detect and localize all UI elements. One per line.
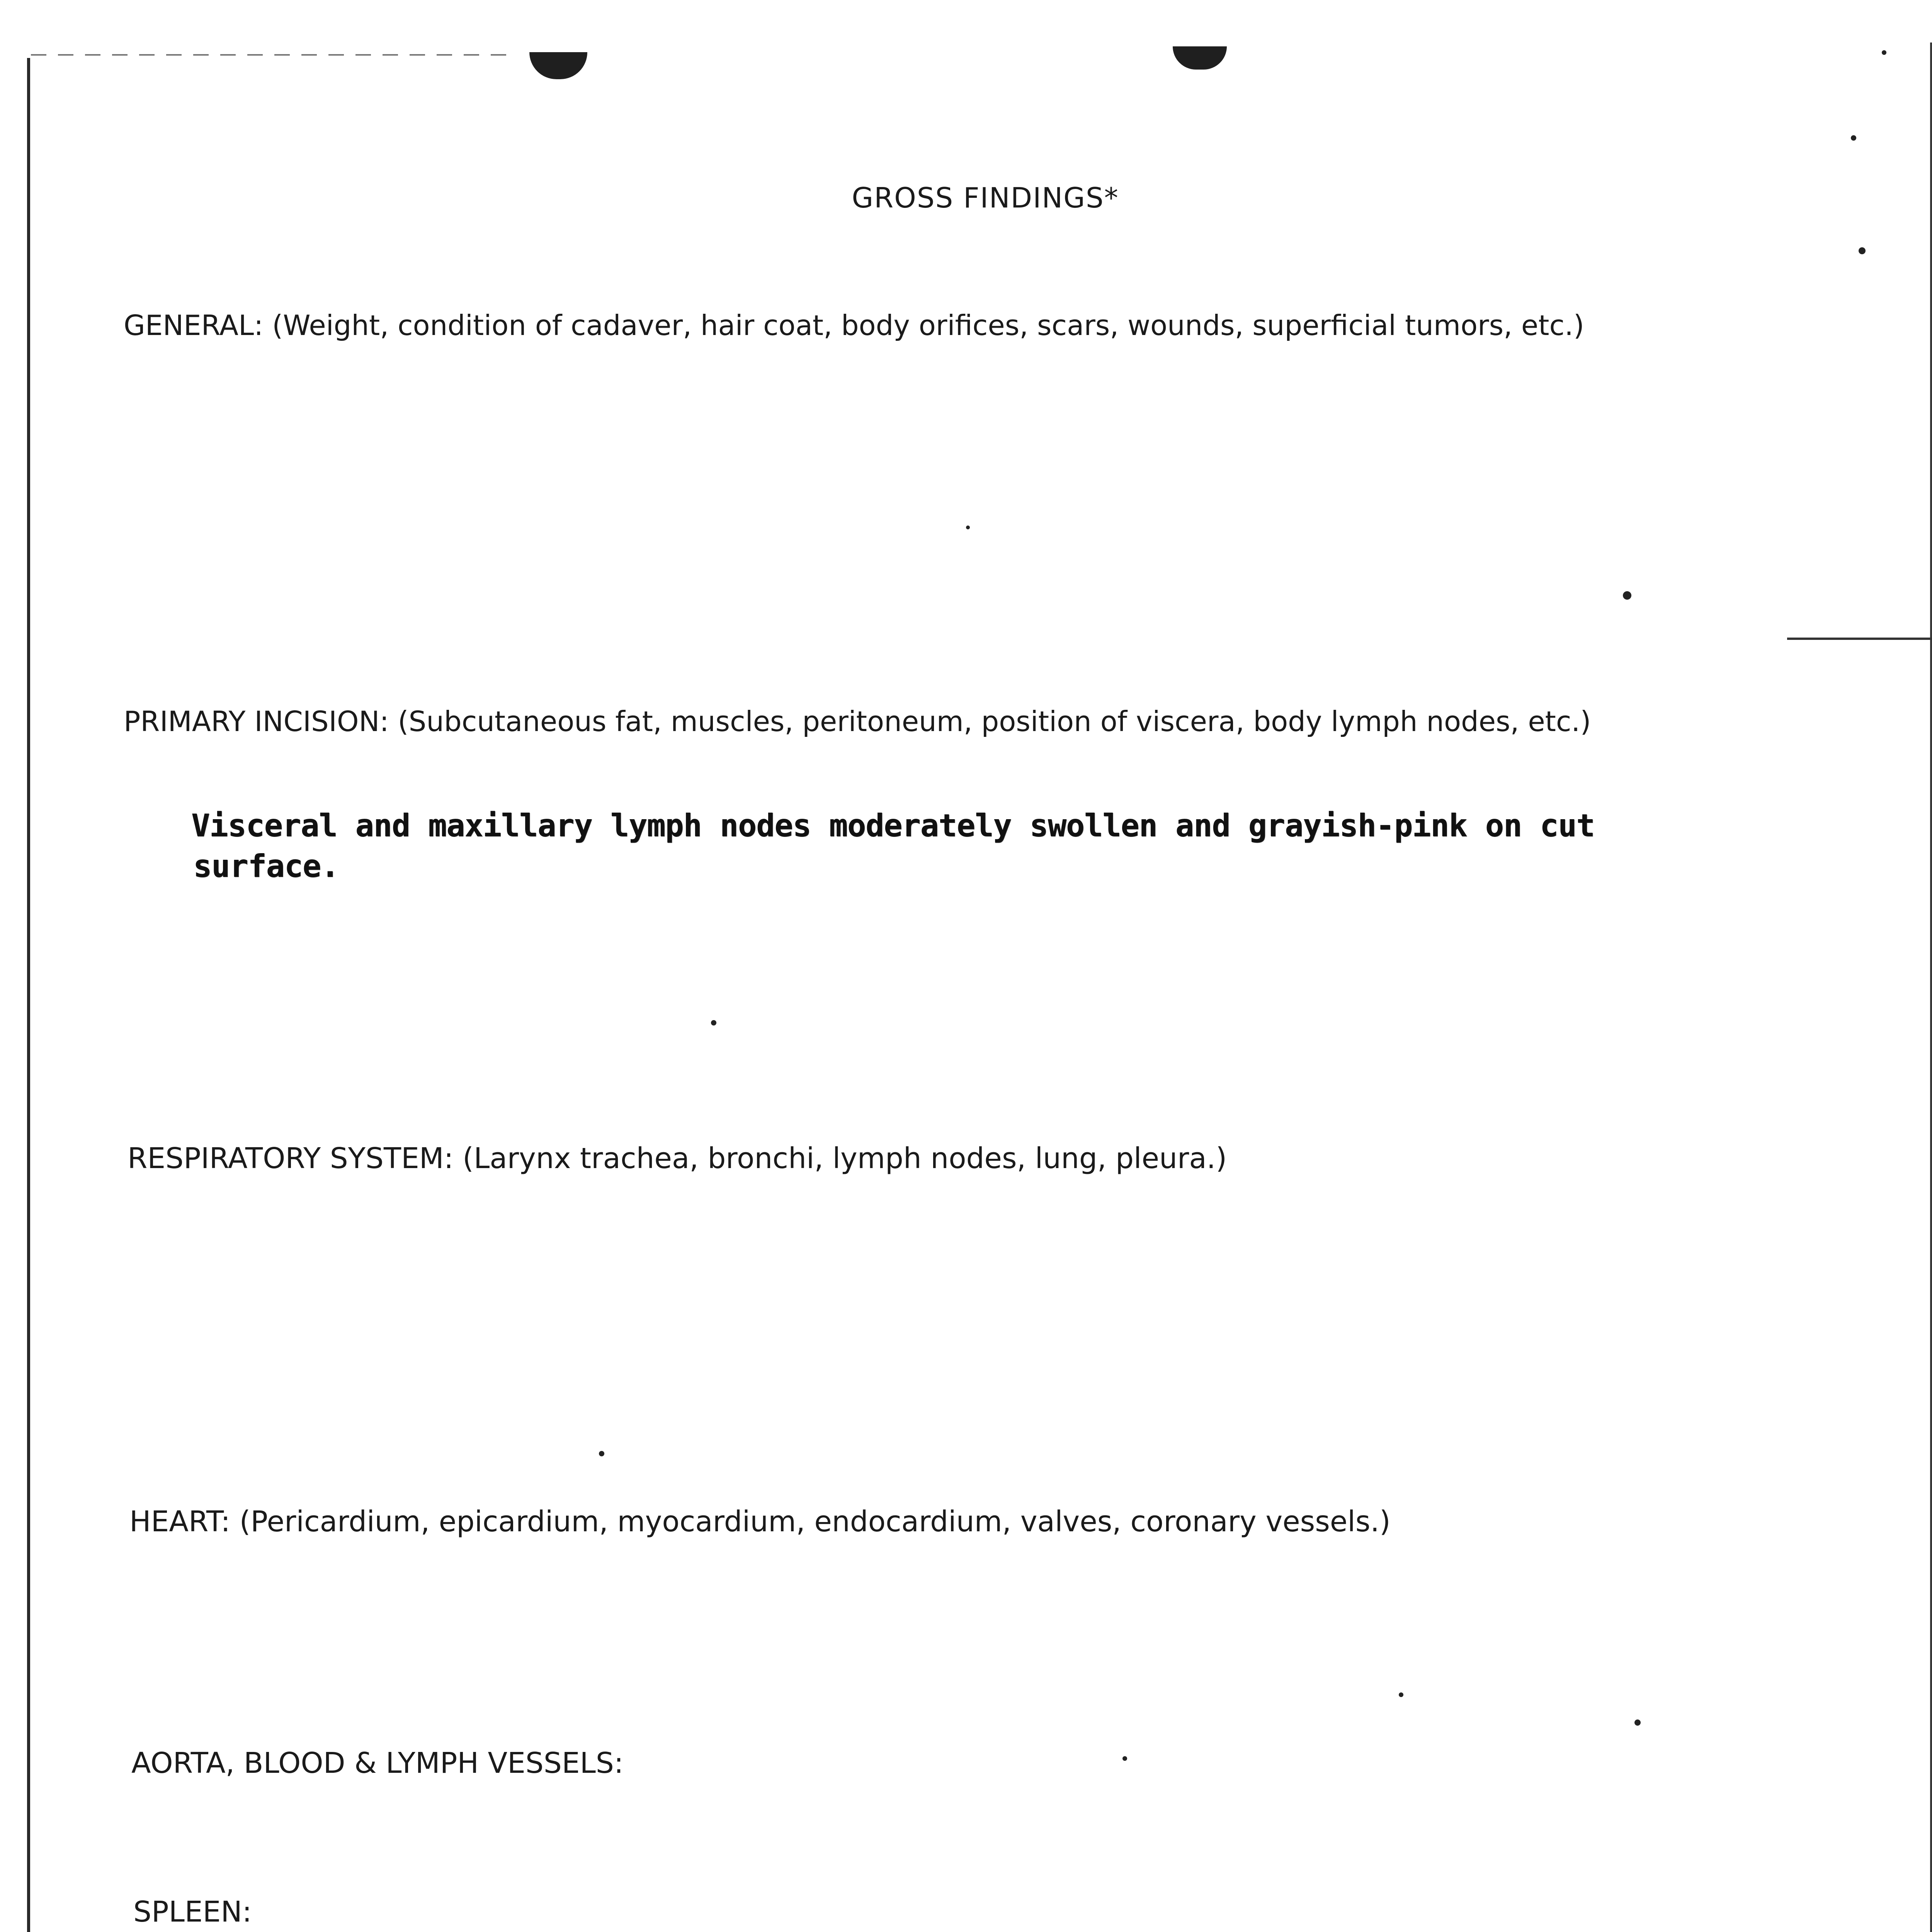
punch-hole-right [1173,46,1227,70]
scan-speck [1623,591,1631,600]
primary-incision-entry-line-2: surface. [193,848,339,884]
margin-tick-mark [1787,638,1932,640]
page-edge-right [1930,43,1932,1932]
scan-speck [1399,1692,1403,1697]
page-edge-left [27,58,30,1932]
spleen-heading: SPLEEN: [133,1895,252,1929]
respiratory-system-heading: RESPIRATORY SYSTEM: (Larynx trachea, bronchi, lymph nodes, lung, pleura.) [128,1142,1227,1175]
scan-speck [1851,135,1856,141]
scan-speck [711,1020,716,1026]
scan-speck [966,526,970,529]
punch-hole-left [529,52,587,79]
scan-speck [1882,50,1886,55]
scan-speck [1859,247,1866,254]
scan-speck [1634,1719,1641,1726]
scan-speck [1122,1756,1127,1761]
primary-incision-heading: PRIMARY INCISION: (Subcutaneous fat, muscles, peritoneum, position of viscera, body lymph nodes, etc.) [124,705,1591,738]
scan-speck [599,1451,604,1456]
primary-incision-entry-line-1: Visceral and maxillary lymph nodes moderately swollen and grayish-pink on cut [191,808,1595,844]
aorta-vessels-heading: AORTA, BLOOD & LYMPH VESSELS: [131,1747,624,1780]
top-scan-line [31,54,514,56]
general-heading: GENERAL: (Weight, condition of cadaver, hair coat, body orifices, scars, wounds, superficial tumors, etc.) [124,309,1584,342]
page-title: GROSS FINDINGS* [852,182,1119,214]
heart-heading: HEART: (Pericardium, epicardium, myocardium, endocardium, valves, coronary vessels.) [129,1505,1391,1538]
